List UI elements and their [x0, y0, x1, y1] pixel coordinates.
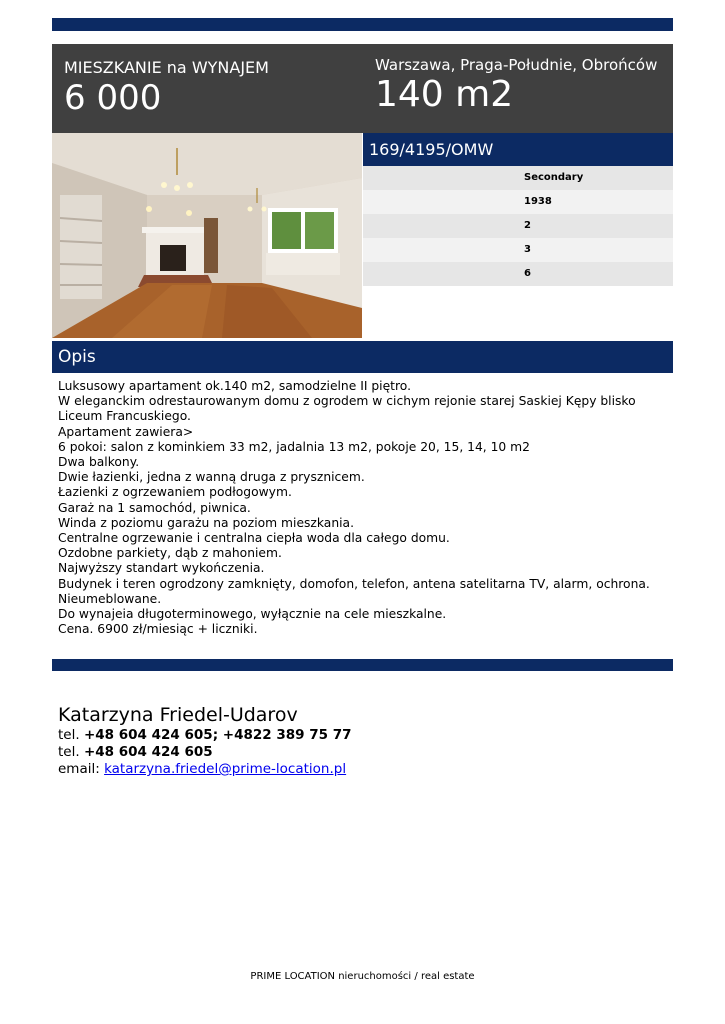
description-line: Nieumeblowane. [58, 591, 162, 606]
property-photo [52, 133, 362, 338]
description-line: Cena. 6900 zł/miesiąc + liczniki. [58, 622, 258, 637]
description-line: Budynek i teren ogrodzony zamknięty, domofon, telefon, antena satelitarna TV, alarm, ochrona. [58, 576, 650, 591]
description-line: Apartament zawiera> [58, 424, 194, 439]
detail-row-year-built: 1938 [363, 190, 673, 214]
description-line: Do wynajeia długoterminowego, wyłącznie na cele mieszkalne. [58, 607, 447, 622]
detail-row-floors-total: 3 [363, 238, 673, 262]
listing-location: Warszawa, Praga-Południe, Obrońców [375, 56, 658, 74]
email-link[interactable]: katarzyna.friedel@prime-location.pl [104, 761, 347, 777]
listing-header [52, 44, 673, 133]
page-footer: PRIME LOCATION nieruchomości / real estate [250, 971, 475, 982]
description-line: Liceum Francuskiego. [58, 409, 191, 424]
section-divider-bar [52, 659, 673, 671]
description-line: Winda z poziomu garażu na poziom mieszkania. [58, 515, 354, 530]
description-line: 6 pokoi: salon z kominkiem 33 m2, jadalnia 13 m2, pokoje 20, 15, 14, 10 m2 [58, 439, 530, 454]
description-heading: Opis [52, 341, 673, 373]
email-line [58, 761, 668, 778]
phone-line-2 [58, 744, 668, 761]
description-line: Dwie łazienki, jedna z wanną druga z prysznicem. [58, 470, 365, 485]
tel-label: tel. [58, 727, 80, 743]
listing-type: MIESZKANIE na WYNAJEM [64, 58, 269, 77]
agent-name: Katarzyna Friedel-Udarov [58, 704, 298, 726]
description-line: Centralne ogrzewanie i centralna ciepła woda dla całego domu. [58, 531, 450, 546]
description-line: W eleganckim odrestaurowanym domu z ogrodem w cichym rejonie starej Saskiej Kępy blisko [58, 394, 636, 409]
tel-label: tel. [58, 744, 80, 760]
description-line: Łazienki z ogrzewaniem podłogowym. [58, 485, 292, 500]
listing-area: 140 m2 [375, 74, 514, 115]
description-line: Najwyższy standart wykończenia. [58, 561, 265, 576]
detail-row-floor: 2 [363, 214, 673, 238]
details-table [363, 166, 673, 286]
description-line: Ozdobne parkiety, dąb z mahoniem. [58, 546, 282, 561]
phone-numbers: +48 604 424 605; +4822 389 75 77 [83, 727, 352, 743]
phone-line-1 [58, 727, 668, 744]
detail-row-market: Secondary [363, 166, 673, 190]
mobile-number: +48 604 424 605 [83, 744, 213, 760]
description-text [58, 379, 668, 637]
description-line: Dwa balkony. [58, 455, 140, 470]
listing-reference: 169/4195/OMW [363, 133, 673, 166]
description-line: Luksusowy apartament ok.140 m2, samodzielne II piętro. [58, 379, 411, 393]
description-line: Garaż na 1 samochód, piwnica. [58, 500, 251, 515]
top-accent-bar [52, 18, 673, 31]
agent-contact [58, 703, 668, 778]
listing-price: 6 000 [64, 78, 162, 118]
detail-row-rooms: 6 [363, 262, 673, 286]
email-label: email: [58, 761, 100, 777]
